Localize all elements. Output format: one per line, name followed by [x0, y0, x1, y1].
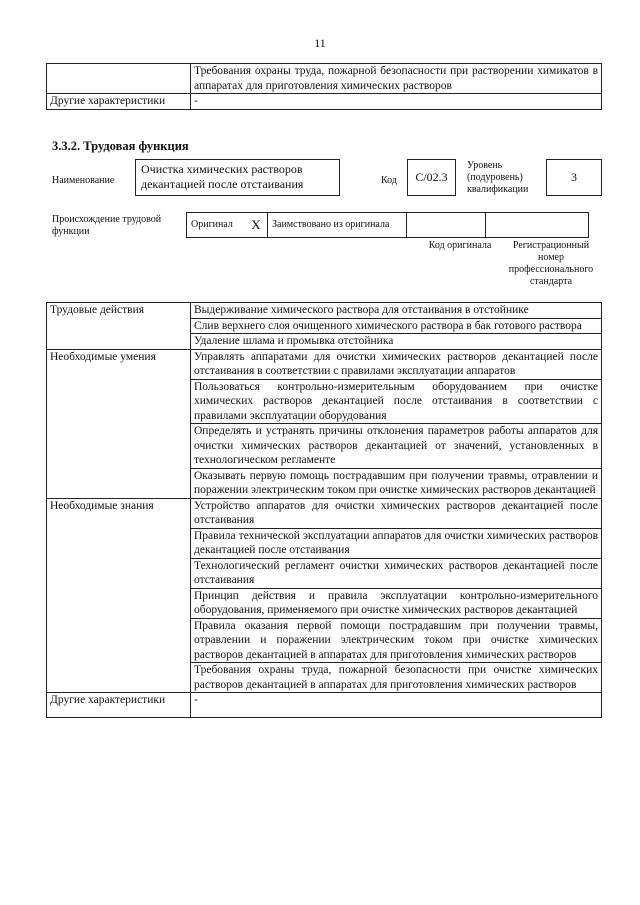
level-value: 3: [546, 159, 602, 196]
knowledge-item: Правила технической эксплуатации аппаратов для очистки химических растворов декантацией после отстаивания: [191, 528, 602, 558]
top-table-requirement: Требования охраны труда, пожарной безопасности при растворении химикатов в аппаратах для приготовления химических растворов: [191, 64, 602, 94]
skills-label: Необходимые умения: [47, 349, 191, 498]
origin-reg-cell: [486, 213, 589, 238]
origin-table: [186, 212, 589, 238]
name-label: Наименование: [52, 175, 115, 186]
function-code: C/02.3: [407, 159, 456, 196]
skill-item: Пользоваться контрольно-измерительным оборудованием при очистке химических растворов декантацией после отстаивания в соответствии с правилами эксплуатации оборудования: [191, 379, 602, 424]
code-label: Код: [381, 175, 397, 186]
origin-reg-caption: Регистрационный номер профессионального стандарта: [508, 240, 594, 287]
main-table: [46, 302, 602, 718]
knowledge-label: Необходимые знания: [47, 498, 191, 693]
other-value: -: [191, 693, 602, 718]
skill-item: Оказывать первую помощь пострадавшим при получении травмы, отравлении и поражении электрическим током при очистке химических растворов декантацией: [191, 468, 602, 498]
action-item: Выдерживание химического раствора для отстаивания в отстойнике: [191, 303, 602, 319]
skill-item: Управлять аппаратами для очистки химических растворов декантацией после отстаивания в соответствии с правилами эксплуатации аппаратов: [191, 349, 602, 379]
origin-mark: X: [245, 213, 268, 238]
knowledge-item: Устройство аппаратов для очистки химических растворов декантацией после отстаивания: [191, 498, 602, 528]
skill-item: Определять и устранять причины отклонения параметров работы аппаратов для очистки химических растворов декантацией от значений, установленных в технологическом регламенте: [191, 424, 602, 469]
top-table-empty-cell: [47, 64, 191, 94]
top-table-other-value: -: [191, 94, 602, 110]
action-item: Слив верхнего слоя очищенного химического раствора в бак готового раствора: [191, 318, 602, 334]
knowledge-item: Принцип действия и правила эксплуатации контрольно-измерительного оборудования, применяемого при очистке химических растворов декантацией: [191, 588, 602, 618]
knowledge-item: Правила оказания первой помощи пострадавшим при получении травмы, отравлении и поражении электрическим током при очистке химических растворов декантацией в аппаратах для приготовления химических растворов: [191, 618, 602, 663]
origin-label: Происхождение трудовой функции: [52, 214, 162, 237]
origin-code-caption: Код оригинала: [428, 240, 492, 251]
level-label: Уровень (подуровень) квалификации: [467, 160, 529, 195]
action-item: Удаление шлама и промывка отстойника: [191, 334, 602, 350]
origin-original: Оригинал: [187, 213, 246, 238]
origin-borrowed: Заимствовано из оригинала: [268, 213, 407, 238]
knowledge-item: Технологический регламент очистки химических растворов декантацией после отстаивания: [191, 558, 602, 588]
other-label: Другие характеристики: [47, 693, 191, 718]
top-table-other-label: Другие характеристики: [47, 94, 191, 110]
actions-label: Трудовые действия: [47, 303, 191, 350]
knowledge-item: Требования охраны труда, пожарной безопасности при очистке химических растворов декантацией в аппаратах для приготовления химических растворов: [191, 663, 602, 693]
section-title: 3.3.2. Трудовая функция: [52, 139, 189, 153]
page-number: 11: [314, 36, 326, 50]
top-table: [46, 63, 602, 110]
origin-code-cell: [407, 213, 486, 238]
function-name: Очистка химических растворов декантацией после отстаивания: [135, 159, 340, 196]
